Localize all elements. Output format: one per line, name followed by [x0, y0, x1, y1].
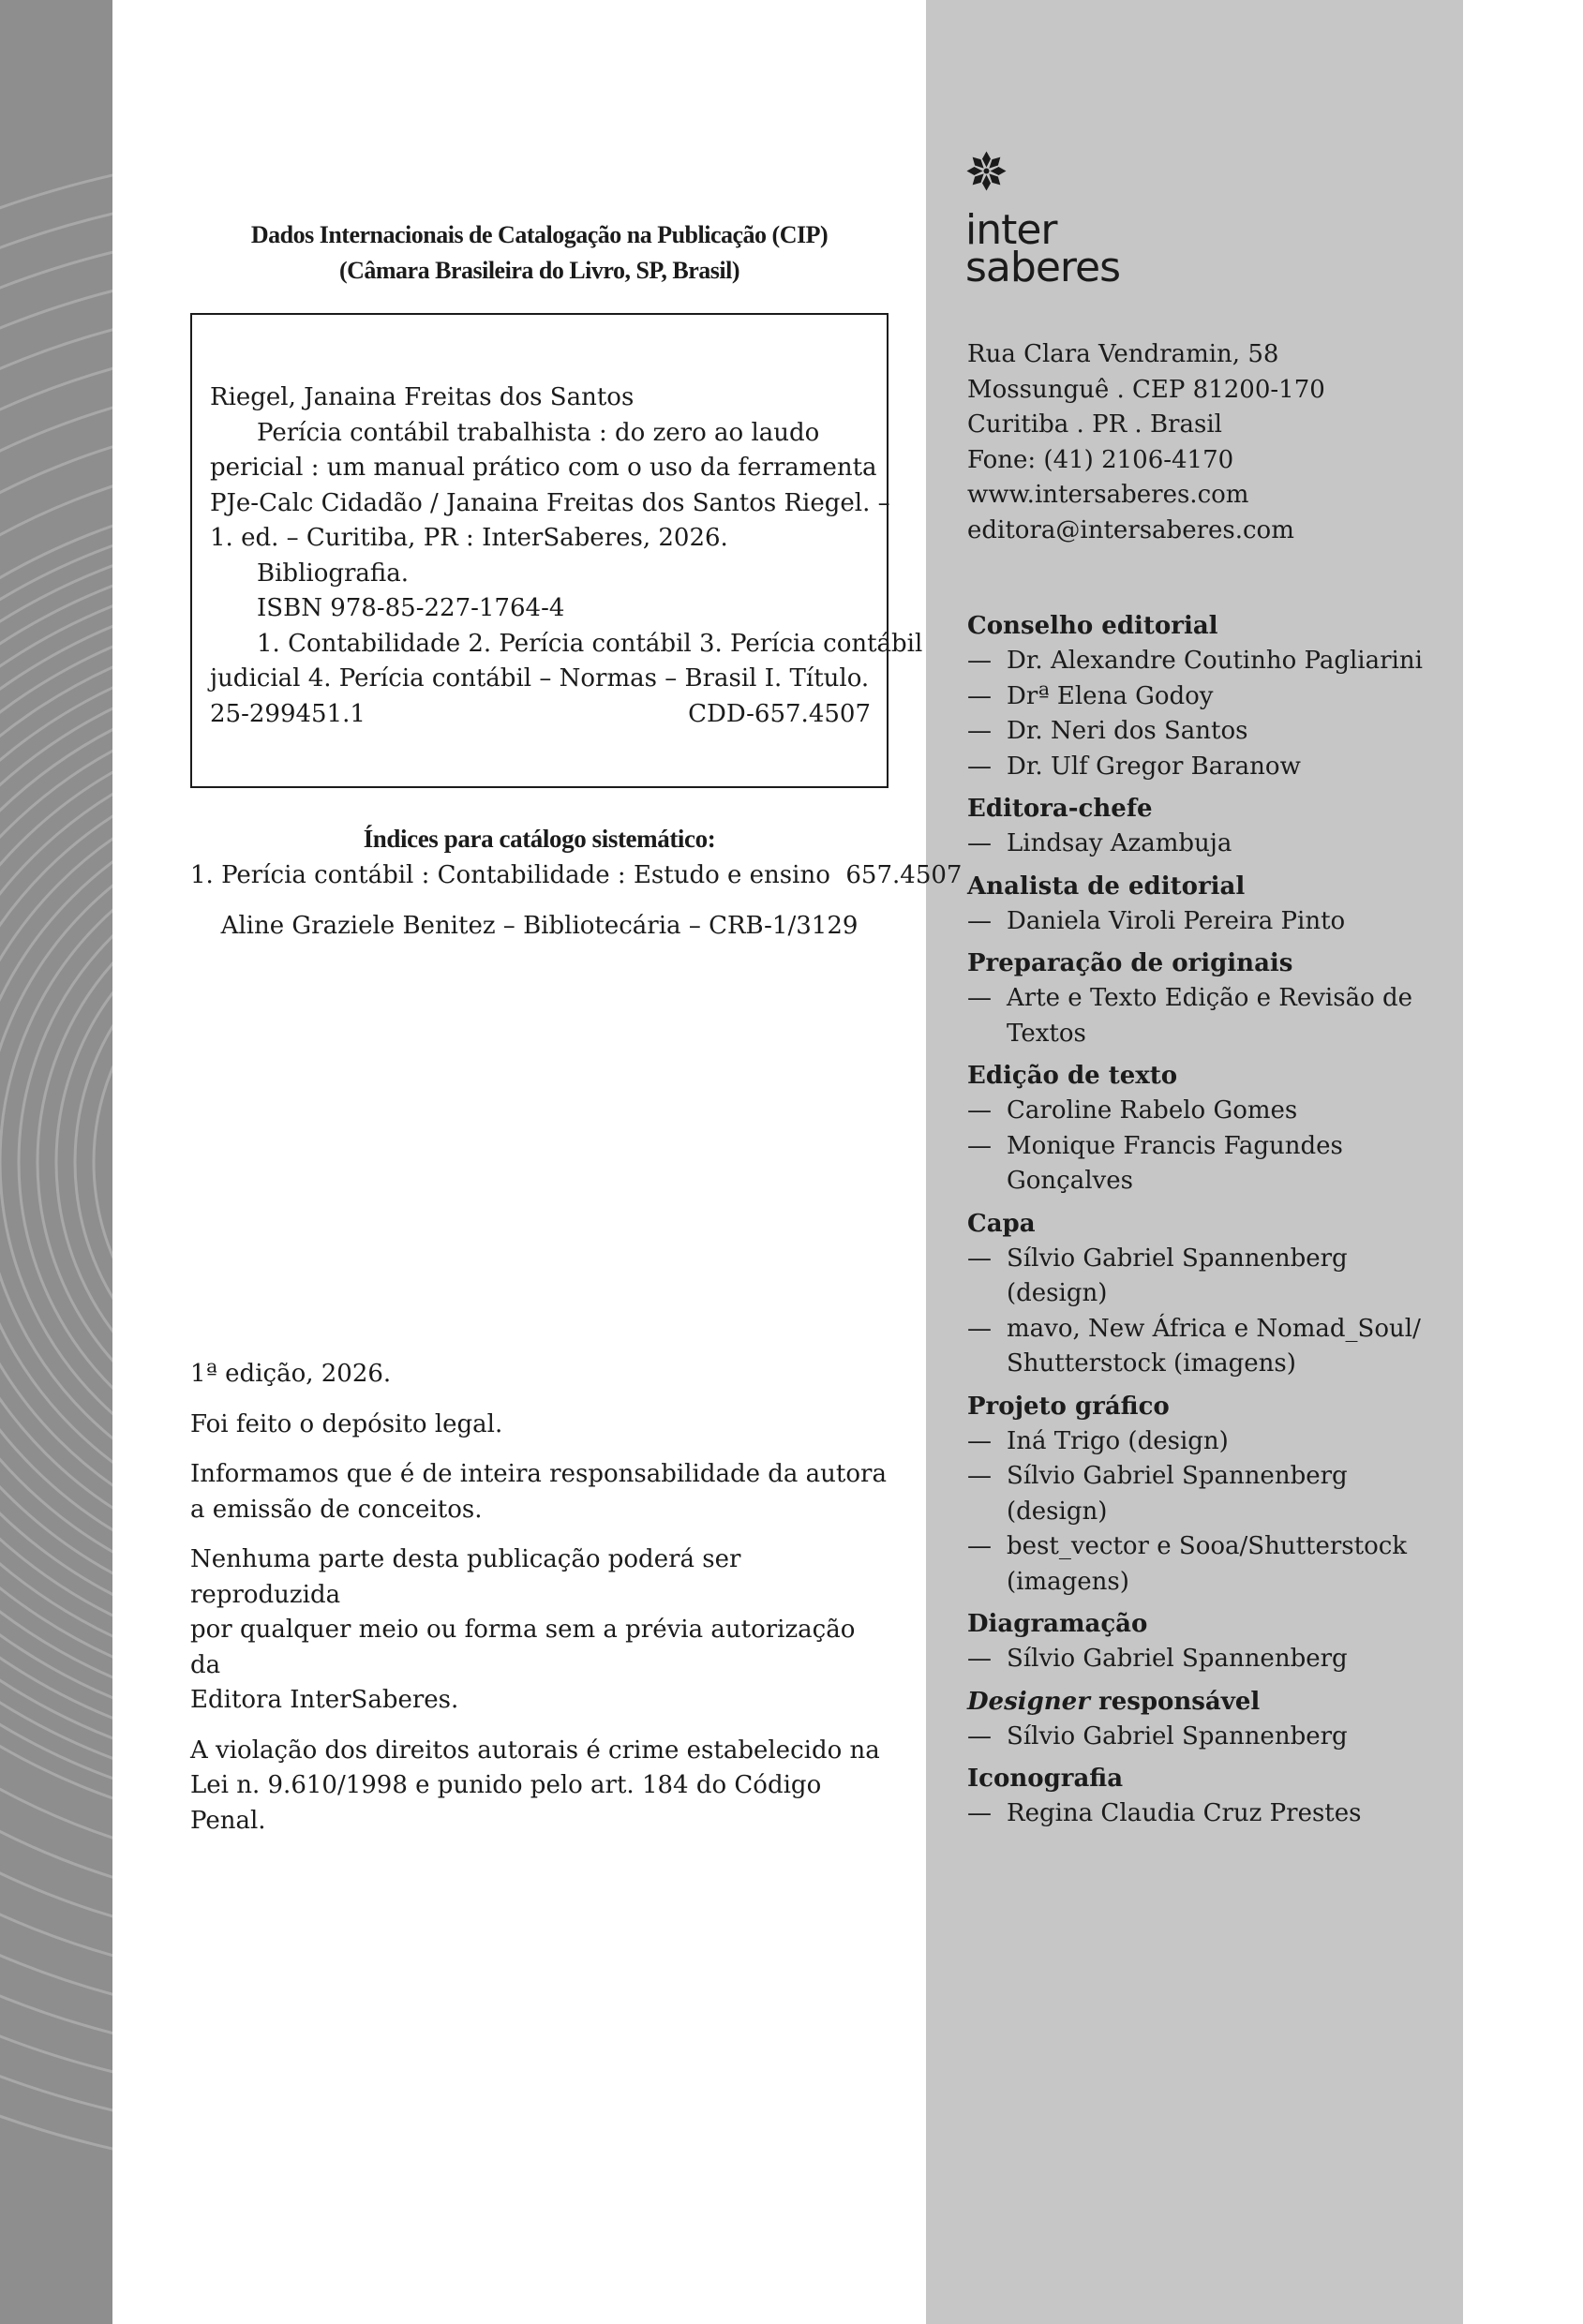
- credit-section-title: Conselho editorial: [967, 612, 1218, 640]
- address-email: editora@intersaberes.com: [967, 515, 1294, 544]
- credit-name: Drª Elena Godoy: [1007, 681, 1214, 710]
- violation-line: A violação dos direitos autorais é crime estabelecido na: [190, 1736, 880, 1765]
- credit-item: [967, 981, 1455, 1051]
- deposit-note: Foi feito o depósito legal.: [190, 1409, 503, 1438]
- cip-line: judicial 4. Perícia contábil – Normas – Brasil I. Título.: [210, 664, 870, 693]
- cip-footer-line: [210, 697, 871, 733]
- edition-note: 1ª edição, 2026.: [190, 1360, 392, 1388]
- credit-item: [967, 1642, 1455, 1677]
- intersaberes-logo-wordmark: [965, 206, 1121, 291]
- index-entry: [190, 857, 963, 893]
- cip-line: pericial : um manual prático com o uso da ferramenta: [210, 454, 877, 482]
- credit-item: [967, 1529, 1455, 1600]
- credit-item: [967, 1312, 1455, 1382]
- logo-word-inter: inter: [965, 206, 1057, 254]
- credit-name-cont: Shutterstock (imagens): [1007, 1349, 1296, 1378]
- credit-section-title: Analista de editorial: [967, 872, 1246, 901]
- dash: —: [967, 1462, 992, 1490]
- dash: —: [967, 1096, 992, 1125]
- credit-section-title: Projeto gráfico: [967, 1392, 1170, 1421]
- responsibility-line: Informamos que é de inteira responsabilidade da autora: [190, 1460, 887, 1488]
- cip-line: PJe-Calc Cidadão / Janaina Freitas dos Santos Riegel. –: [210, 488, 890, 517]
- credit-section-title: Edição de texto: [967, 1062, 1178, 1090]
- credit-name: Sílvio Gabriel Spannenberg: [1007, 1462, 1348, 1490]
- credit-section-title: [967, 1685, 1455, 1720]
- credit-section-iconografia: [967, 1762, 1455, 1832]
- credit-name: Sílvio Gabriel Spannenberg: [1007, 1645, 1348, 1673]
- dash: —: [967, 1131, 992, 1160]
- credit-item: [967, 644, 1455, 679]
- dash: —: [967, 1645, 992, 1673]
- credit-name: mavo, New África e Nomad_Soul/: [1007, 1314, 1421, 1343]
- reproduction-line: Editora InterSaberes.: [190, 1686, 459, 1714]
- credit-name: Sílvio Gabriel Spannenberg: [1007, 1721, 1348, 1750]
- address-city: Curitiba . PR . Brasil: [967, 410, 1222, 439]
- responsibility-line: a emissão de conceitos.: [190, 1495, 483, 1524]
- credit-item: [967, 1094, 1455, 1129]
- designer-title-italic: Designer: [967, 1687, 1090, 1716]
- cip-author: Riegel, Janaina Freitas dos Santos: [210, 383, 635, 411]
- credit-name: Daniela Viroli Pereira Pinto: [1007, 906, 1346, 935]
- credit-name: Caroline Rabelo Gomes: [1007, 1096, 1298, 1125]
- credit-name-cont: Gonçalves: [1007, 1167, 1133, 1195]
- credit-section-edicao: [967, 1059, 1455, 1199]
- credit-name: Monique Francis Fagundes: [1007, 1131, 1343, 1160]
- cip-line: 1. ed. – Curitiba, PR : InterSaberes, 2026.: [210, 524, 728, 552]
- credit-section-analista: [967, 870, 1455, 940]
- credit-section-title: Editora-chefe: [967, 795, 1153, 823]
- index-title: Índices para catálogo sistemático:: [363, 825, 716, 853]
- credit-section-diagramacao: [967, 1607, 1455, 1677]
- violation-line: Lei n. 9.610/1998 e punido pelo art. 184 do Código Penal.: [190, 1771, 822, 1835]
- credit-section-title: Iconografia: [967, 1765, 1124, 1793]
- credit-item: [967, 1129, 1455, 1199]
- credit-section-capa: [967, 1207, 1455, 1382]
- cip-line: 1. Contabilidade 2. Perícia contábil 3. Perícia contábil: [257, 629, 923, 658]
- credit-section-designer: [967, 1685, 1455, 1755]
- credit-item: [967, 1459, 1455, 1529]
- dash: —: [967, 647, 992, 675]
- credit-item: [967, 714, 1455, 750]
- credit-item: [967, 1242, 1455, 1312]
- reproduction-line: por qualquer meio ou forma sem a prévia autorização da: [190, 1616, 856, 1679]
- credit-item: [967, 1796, 1455, 1832]
- credit-section-conselho: [967, 609, 1455, 784]
- credit-section-projeto: [967, 1390, 1455, 1601]
- credit-item: [967, 827, 1455, 862]
- dash: —: [967, 681, 992, 710]
- right-margin: [1463, 0, 1583, 2324]
- index-entry-code: 657.4507: [845, 861, 963, 889]
- dash: —: [967, 752, 992, 781]
- dash: —: [967, 1244, 992, 1273]
- dash: —: [967, 717, 992, 745]
- cip-record-box: [190, 313, 923, 788]
- dash: —: [967, 906, 992, 935]
- dash: —: [967, 1426, 992, 1455]
- cip-cdd: CDD-657.4507: [688, 699, 871, 728]
- cip-line: Bibliografia.: [257, 559, 410, 588]
- credit-section-title: Preparação de originais: [967, 949, 1293, 977]
- credit-name: Lindsay Azambuja: [1007, 829, 1232, 857]
- cip-isbn: ISBN 978-85-227-1764-4: [257, 594, 565, 622]
- logo-word-saberes: saberes: [965, 244, 1121, 291]
- credit-item: [967, 1424, 1455, 1460]
- address-cep: Mossunguê . CEP 81200-170: [967, 375, 1325, 404]
- cip-title-line: Dados Internacionais de Catalogação na Publicação (CIP): [250, 221, 829, 248]
- concentric-rings-pattern: [0, 0, 112, 2324]
- index-entry-text: 1. Perícia contábil : Contabilidade : Estudo e ensino: [190, 861, 830, 889]
- cip-line: Perícia contábil trabalhista : do zero ao laudo: [257, 418, 820, 447]
- legal-notes: [190, 1357, 889, 1854]
- cip-title: [190, 217, 889, 289]
- cip-record-number: 25-299451.1: [210, 699, 366, 728]
- librarian-credit: Aline Graziele Benitez – Bibliotecária – CRB-1/3129: [220, 912, 859, 940]
- dash: —: [967, 984, 992, 1012]
- credit-item: [967, 904, 1455, 940]
- address-phone: Fone: (41) 2106-4170: [967, 445, 1234, 474]
- credit-name: Regina Claudia Cruz Prestes: [1007, 1799, 1362, 1827]
- address-website: www.intersaberes.com: [967, 481, 1249, 509]
- address-street: Rua Clara Vendramin, 58: [967, 340, 1279, 368]
- credit-name-cont: (design): [1007, 1497, 1108, 1526]
- credit-name: Dr. Ulf Gregor Baranow: [1007, 752, 1301, 781]
- cip-subtitle-line: (Câmara Brasileira do Livro, SP, Brasil): [338, 257, 740, 284]
- responsibility-note: [190, 1457, 889, 1527]
- credit-name: Dr. Alexandre Coutinho Pagliarini: [1007, 647, 1423, 675]
- dash: —: [967, 1721, 992, 1750]
- credit-item: [967, 750, 1455, 785]
- credit-name: Sílvio Gabriel Spannenberg: [1007, 1244, 1348, 1273]
- credit-name: best_vector e Sooa/Shutterstock: [1007, 1532, 1408, 1560]
- decorative-left-strip: [0, 0, 112, 2324]
- dash: —: [967, 1532, 992, 1560]
- publisher-address: [967, 337, 1325, 548]
- editorial-credits: [967, 609, 1455, 1840]
- dash: —: [967, 829, 992, 857]
- reproduction-note: [190, 1542, 889, 1719]
- credit-section-chefe: [967, 792, 1455, 862]
- credit-section-title: Diagramação: [967, 1610, 1148, 1638]
- credit-item: [967, 679, 1455, 715]
- violation-note: [190, 1734, 889, 1840]
- credit-name-cont: (imagens): [1007, 1567, 1129, 1596]
- reproduction-line: Nenhuma parte desta publicação poderá ser reproduzida: [190, 1545, 741, 1609]
- credit-name-cont: (design): [1007, 1279, 1108, 1307]
- credit-item: [967, 1720, 1455, 1755]
- credit-name-cont: Textos: [1007, 1019, 1086, 1048]
- credit-name: Dr. Neri dos Santos: [1007, 717, 1248, 745]
- credit-section-preparacao: [967, 946, 1455, 1051]
- dash: —: [967, 1799, 992, 1827]
- credit-section-title: Capa: [967, 1209, 1036, 1238]
- designer-title-rest: responsável: [1089, 1687, 1261, 1716]
- credit-name: Arte e Texto Edição e Revisão de: [1007, 984, 1413, 1012]
- dash: —: [967, 1314, 992, 1343]
- cip-record-text: [210, 380, 923, 732]
- credit-name: Iná Trigo (design): [1007, 1426, 1229, 1455]
